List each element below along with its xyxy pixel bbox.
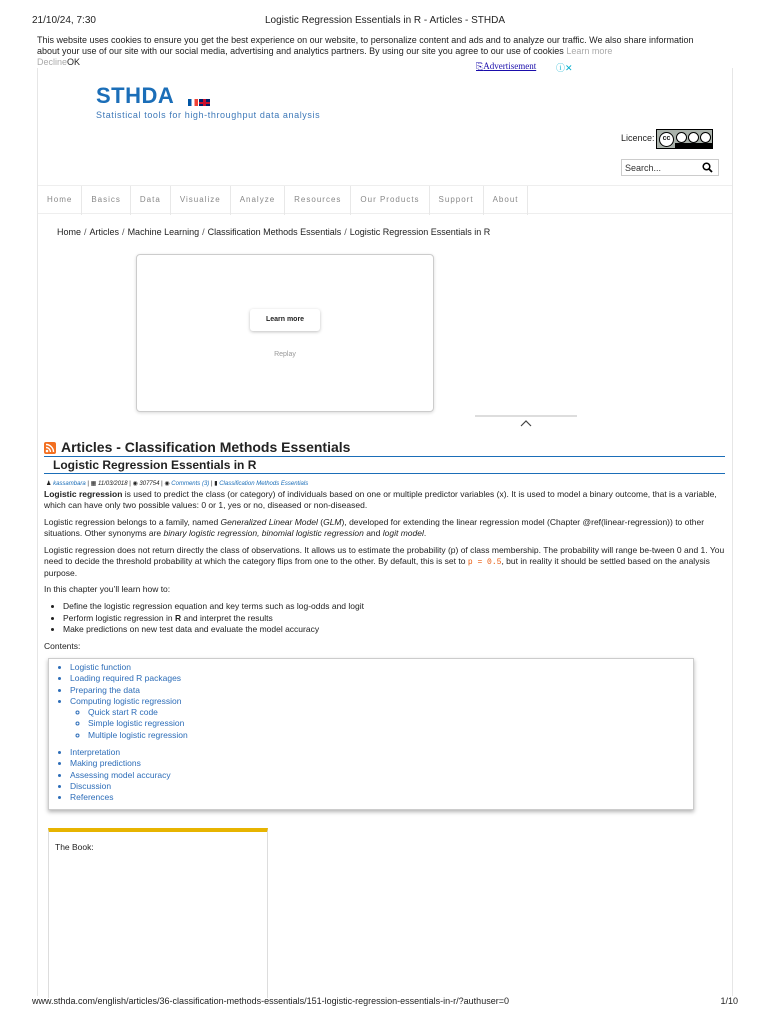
table-of-contents bbox=[48, 658, 694, 810]
list-item: • Define the logistic regression equation and key terms such as log-odds and logit bbox=[63, 601, 364, 613]
term-synonyms: binary logistic regression, binomial logistic regression bbox=[163, 528, 364, 538]
nav-support[interactable]: Support bbox=[430, 186, 484, 215]
list-item: • Make predictions on new test data and evaluate the model accuracy bbox=[63, 624, 364, 636]
learn-item-text-after: and interpret the results bbox=[181, 612, 273, 623]
cc-license-icon[interactable] bbox=[656, 129, 713, 149]
toc-link[interactable]: • Interpretation bbox=[70, 747, 188, 758]
main-nav bbox=[38, 185, 732, 214]
toc-sublink[interactable]: ◦ Quick start R code bbox=[88, 707, 188, 718]
cookie-text: This website uses cookies to ensure you get the best experience on our website, to personalize content and ads and to analyze our traffic. We also share information about your use of our site with our social media, advertising and analytics partners. By using our site you agree to our use of cookies bbox=[37, 35, 694, 56]
language-flags bbox=[188, 99, 210, 106]
video-learn-more-button[interactable]: Learn more bbox=[250, 309, 320, 331]
cookie-banner bbox=[37, 35, 717, 57]
search-button[interactable] bbox=[698, 160, 718, 175]
breadcrumb-articles[interactable]: Articles bbox=[89, 227, 120, 237]
toc-link[interactable]: • Loading required R packages bbox=[70, 673, 188, 684]
user-icon: ♟ bbox=[46, 481, 52, 487]
cc-icon: cc bbox=[659, 132, 674, 147]
book-widget bbox=[48, 828, 268, 998]
breadcrumb-machine-learning[interactable]: Machine Learning bbox=[127, 227, 200, 237]
license-strip bbox=[675, 143, 713, 148]
folder-icon: ▮ bbox=[214, 481, 218, 487]
video-replay-button[interactable]: Replay bbox=[274, 351, 296, 358]
nav-resources[interactable]: Resources bbox=[285, 186, 351, 215]
chevron-up-icon[interactable] bbox=[520, 419, 532, 427]
print-title: Logistic Regression Essentials in R - Articles - STHDA bbox=[264, 15, 506, 26]
paragraph-learn-intro: In this chapter you’ll learn how to: bbox=[44, 584, 171, 594]
nav-home[interactable]: Home bbox=[38, 186, 82, 215]
learn-item-text: Perform logistic regression in bbox=[63, 612, 175, 623]
book-label: The Book: bbox=[55, 842, 94, 852]
p3-text-a: Logistic regression does not return directly the class of observations. It allows us to estimate the probability (p) of class membership. The probability will range be-tween 0 and 1. You need to decide the threshold probability at which the category flips from one to the other. By default, this is set to bbox=[44, 545, 725, 566]
article-category-link[interactable]: Classification Methods Essentials bbox=[219, 481, 309, 487]
article-views: 307754 bbox=[139, 481, 160, 487]
list-item bbox=[63, 613, 364, 625]
term-logit-model: logit model bbox=[382, 528, 424, 538]
breadcrumb-current: Logistic Regression Essentials in R bbox=[349, 227, 491, 237]
contents-label: Contents: bbox=[44, 641, 81, 651]
paragraph-probability bbox=[44, 545, 726, 579]
by-icon bbox=[676, 132, 687, 143]
nav-visualize[interactable]: Visualize bbox=[171, 186, 231, 215]
cookie-ok-button[interactable]: OK bbox=[67, 57, 81, 67]
inline-code: p = 0.5 bbox=[467, 558, 502, 567]
comment-icon: ◉ bbox=[164, 481, 170, 487]
rss-icon[interactable] bbox=[44, 442, 56, 454]
heading-rule bbox=[44, 456, 725, 457]
cookie-decline-button[interactable]: Decline bbox=[37, 57, 68, 67]
term-logistic-regression: Logistic regression bbox=[44, 489, 123, 499]
site-tagline: Statistical tools for high-throughput data analysis bbox=[96, 110, 321, 120]
paragraph-intro-text: is used to predict the class (or category) of individuals based on one or multiple predictor variables (x). It is used to model a binary outcome, that is a variable, which can have only two possible values: 0 or 1, yes or no, diseased or non-diseased. bbox=[44, 489, 717, 510]
advertisement-alt-text: Advertisement bbox=[483, 61, 537, 71]
breadcrumb: Home / Articles / Machine Learning / Classification Methods Essentials / Logistic Regression Essentials in R bbox=[57, 227, 491, 237]
toc-sublist bbox=[88, 707, 188, 741]
toc-link[interactable]: • Preparing the data bbox=[70, 685, 188, 696]
article-title: Logistic Regression Essentials in R bbox=[53, 458, 257, 472]
learn-list bbox=[63, 601, 364, 636]
sa-icon bbox=[700, 132, 711, 143]
uk-flag-icon[interactable] bbox=[199, 99, 210, 106]
nav-analyze[interactable]: Analyze bbox=[231, 186, 285, 215]
print-url: www.sthda.com/english/articles/36-classification-methods-essentials/151-logistic-regression-essentials-in-r/?authuser=0 bbox=[32, 996, 509, 1006]
print-datetime: 21/10/24, 7:30 bbox=[32, 15, 96, 26]
breadcrumb-home[interactable]: Home bbox=[57, 227, 82, 237]
paragraph-intro bbox=[44, 489, 726, 511]
collapsed-ad-bar bbox=[475, 415, 577, 417]
nc-icon bbox=[688, 132, 699, 143]
p2-text-e: . bbox=[423, 528, 427, 538]
search-box bbox=[621, 159, 719, 176]
toc-sublink[interactable]: ◦ Simple logistic regression bbox=[88, 718, 188, 729]
article-comments-link[interactable]: Comments (3) bbox=[171, 481, 210, 487]
toc-link[interactable]: • Assessing model accuracy bbox=[70, 770, 188, 781]
article-date: 11/03/2018 bbox=[98, 481, 128, 487]
cookie-actions bbox=[37, 57, 80, 67]
p2-text-c: ), developed for extending the linear regression model (Chapter @ref(linear-regression)) to other situations. Other synonyms are bbox=[44, 517, 705, 538]
title-rule bbox=[44, 473, 725, 474]
broken-image-icon: ⎘ bbox=[476, 61, 484, 71]
p3-text-b: , but in reality it should be settled based on the analysis purpose. bbox=[44, 556, 710, 578]
toc-link-text[interactable]: Computing logistic regression bbox=[70, 695, 182, 706]
term-glm: Generalized Linear Model bbox=[220, 517, 318, 527]
paragraph-glm bbox=[44, 517, 726, 539]
cookie-learn-more-link[interactable]: Learn more bbox=[566, 46, 613, 56]
french-flag-icon[interactable] bbox=[188, 99, 198, 106]
p2-text-d: and bbox=[363, 528, 383, 538]
toc-link[interactable]: • Logistic function bbox=[70, 662, 188, 673]
nav-about[interactable]: About bbox=[484, 186, 529, 215]
section-heading-text: Articles - Classification Methods Essentials bbox=[61, 439, 351, 455]
breadcrumb-classification[interactable]: Classification Methods Essentials bbox=[207, 227, 342, 237]
p2-text-a: Logistic regression belongs to a family, named bbox=[44, 517, 221, 527]
search-icon bbox=[698, 160, 718, 175]
nav-basics[interactable]: Basics bbox=[82, 186, 131, 215]
nav-our-products[interactable]: Our Products bbox=[351, 186, 429, 215]
search-input[interactable] bbox=[622, 160, 697, 175]
video-ad-player[interactable] bbox=[136, 254, 434, 412]
toc-link[interactable] bbox=[70, 696, 188, 741]
toc-sublink[interactable]: ◦ Multiple logistic regression bbox=[88, 730, 188, 741]
licence-label: Licence: bbox=[621, 133, 655, 143]
print-footer bbox=[32, 996, 738, 1010]
toc-link[interactable]: • References bbox=[70, 792, 188, 803]
toc-link[interactable]: • Making predictions bbox=[70, 758, 188, 769]
nav-data[interactable]: Data bbox=[131, 186, 171, 215]
p2-text-b: ( bbox=[317, 517, 324, 527]
ad-choices-icon[interactable]: ⓘ✕ bbox=[556, 63, 573, 73]
learn-item-r: R bbox=[174, 612, 182, 623]
calendar-icon: ▦ bbox=[90, 481, 97, 487]
print-header bbox=[32, 15, 738, 29]
eye-icon: ◉ bbox=[132, 481, 138, 487]
print-page-number: 1/10 bbox=[720, 996, 738, 1006]
toc-link[interactable]: • Discussion bbox=[70, 781, 188, 792]
article-meta: ♟ kassambara | ▦ 11/03/2018 | ◉ 307754 | ◉ Comments (3) | ▮ Classification Methods Essentials bbox=[46, 481, 309, 487]
toc-list bbox=[70, 662, 188, 804]
site-logo[interactable]: STHDA bbox=[96, 83, 175, 108]
term-glm-abbr: GLM bbox=[323, 517, 342, 527]
article-author[interactable]: kassambara bbox=[53, 481, 86, 487]
